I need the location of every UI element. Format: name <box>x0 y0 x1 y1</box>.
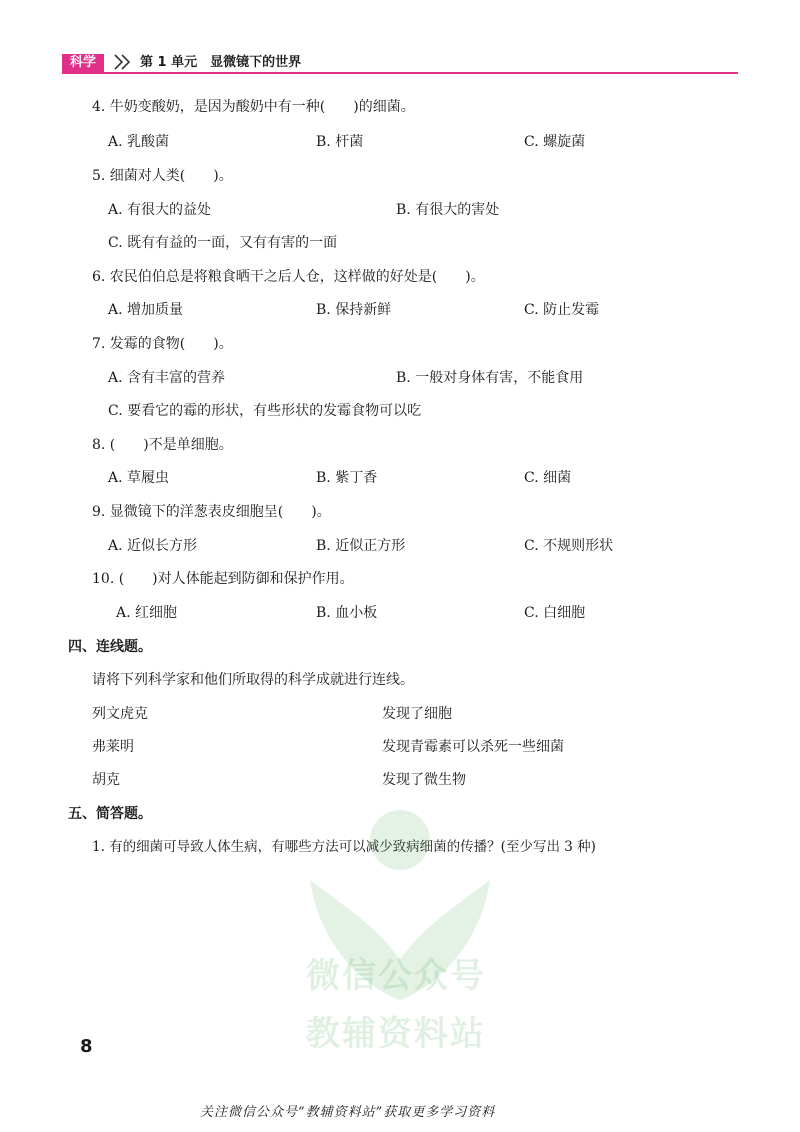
question-10-option-b: B. 血小板 <box>316 605 378 621</box>
question-6-stem: 6. 农民伯伯总是将粮食晒干之后人仓，这样做的好处是( )。 <box>92 269 485 285</box>
question-9-stem: 9. 显微镜下的洋葱表皮细胞呈( )。 <box>92 504 331 520</box>
question-8-option-a: A. 草履虫 <box>108 470 170 486</box>
question-4-option-a: A. 乳酸菌 <box>108 134 170 150</box>
subject-label: 科学 <box>62 54 104 72</box>
footer-note: 关注微信公众号“教辅资料站”获取更多学习资料 <box>200 1105 496 1120</box>
question-9-option-b: B. 近似正方形 <box>316 538 406 554</box>
question-6-option-a: A. 增加质量 <box>108 302 184 318</box>
section-4-title: 四、连线题。 <box>68 639 152 655</box>
question-4-option-b: B. 杆菌 <box>316 134 364 150</box>
question-10-option-c: C. 白细胞 <box>524 605 586 621</box>
question-4-option-c: C. 螺旋菌 <box>524 134 586 150</box>
watermark-text-2: 教辅资料站 <box>306 1014 486 1054</box>
page-header <box>62 52 738 76</box>
question-7-option-c: C. 要看它的霉的形状，有些形状的发霉食物可以吃 <box>108 403 422 419</box>
question-7-option-a: A. 含有丰富的营养 <box>108 370 226 386</box>
question-5-option-a: A. 有很大的益处 <box>108 202 212 218</box>
question-8-option-b: B. 紫丁香 <box>316 470 378 486</box>
scientist-left-1: 列文虎克 <box>92 706 148 722</box>
question-8-option-c: C. 细菌 <box>524 470 572 486</box>
achievement-right-3: 发现了微生物 <box>382 772 466 788</box>
scientist-left-3: 胡克 <box>92 772 120 788</box>
question-8-stem: 8. ( )不是单细胞。 <box>92 437 233 453</box>
question-5-stem: 5. 细菌对人类( )。 <box>92 168 233 184</box>
header-rule <box>62 72 738 74</box>
double-chevron-icon <box>112 52 134 72</box>
question-10-stem: 10. ( )对人体能起到防御和保护作用。 <box>92 571 354 587</box>
question-9-option-a: A. 近似长方形 <box>108 538 198 554</box>
achievement-right-2: 发现青霉素可以杀死一些细菌 <box>382 739 564 755</box>
short-answer-question-1: 1. 有的细菌可导致人体生病，有哪些方法可以减少致病细菌的传播？(至少写出 3 种) <box>92 839 596 855</box>
question-5-option-b: B. 有很大的害处 <box>396 202 500 218</box>
question-9-option-c: C. 不规则形状 <box>524 538 614 554</box>
question-7-option-b: B. 一般对身体有害，不能食用 <box>396 370 584 386</box>
question-7-stem: 7. 发霉的食物( )。 <box>92 336 233 352</box>
question-4-stem: 4. 牛奶变酸奶，是因为酸奶中有一种( )的细菌。 <box>92 99 415 115</box>
achievement-right-1: 发现了细胞 <box>382 706 452 722</box>
scientist-left-2: 弗莱明 <box>92 739 134 755</box>
question-5-option-c: C. 既有有益的一面，又有有害的一面 <box>108 235 338 251</box>
page-number: 8 <box>80 1036 93 1057</box>
unit-title: 第 1 单元 显微镜下的世界 <box>140 55 302 70</box>
section-4-instruction: 请将下列科学家和他们所取得的科学成就进行连线。 <box>92 672 414 688</box>
question-6-option-b: B. 保持新鲜 <box>316 302 392 318</box>
question-10-option-a: A. 红细胞 <box>116 605 178 621</box>
question-6-option-c: C. 防止发霉 <box>524 302 600 318</box>
section-5-title: 五、简答题。 <box>68 806 152 822</box>
watermark-text-1: 微信公众号 <box>306 956 486 996</box>
